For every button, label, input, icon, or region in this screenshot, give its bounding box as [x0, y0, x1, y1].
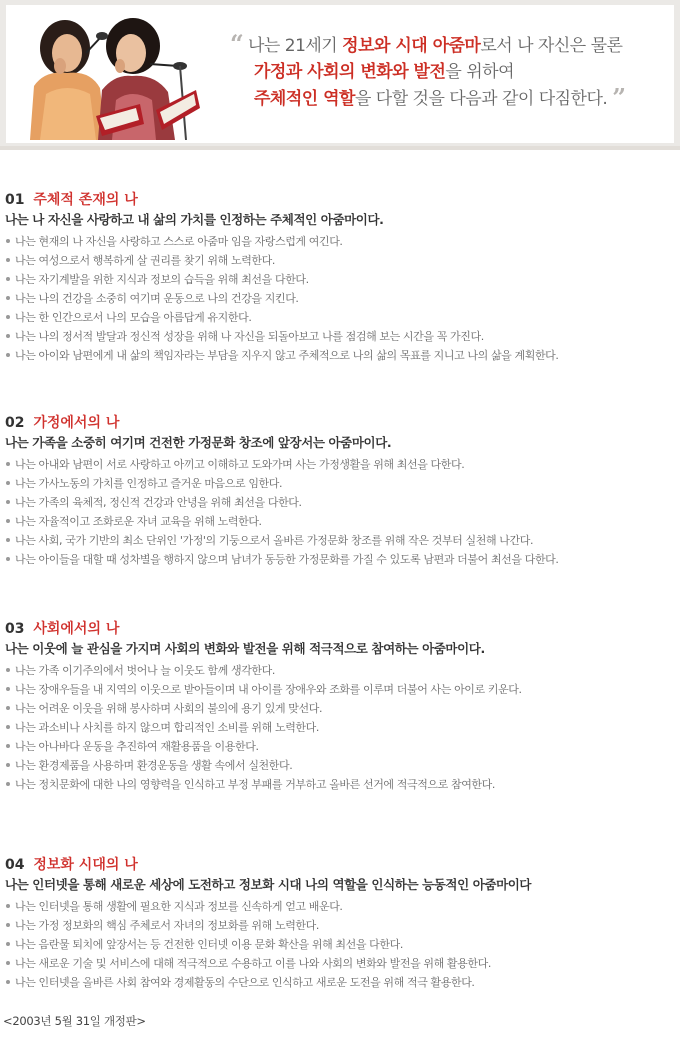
list-item: 나는 과소비나 사치를 하지 않으며 합리적인 소비를 위해 노력한다. — [5, 718, 675, 737]
section-title — [5, 413, 675, 433]
list-item: 나는 현재의 나 자신을 사랑하고 스스로 아줌마 임을 자랑스럽게 여긴다. — [5, 232, 675, 251]
bullet-icon — [6, 923, 10, 927]
bullet-icon — [6, 980, 10, 984]
list-item: 나는 여성으로서 행복하게 살 권리를 찾기 위해 노력한다. — [5, 251, 675, 270]
bullet-icon — [6, 315, 10, 319]
list-item: 나는 가정 정보화의 핵심 주체로서 자녀의 정보화를 위해 노력한다. — [5, 916, 675, 935]
bullet-icon — [6, 538, 10, 542]
banner-bottom-rule — [0, 146, 680, 150]
bullet-icon — [6, 500, 10, 504]
list-item: 나는 어려운 이웃을 위해 봉사하며 사회의 불의에 용기 있게 맞선다. — [5, 699, 675, 718]
list-item: 나는 가사노동의 가치를 인정하고 즐거운 마음으로 임한다. — [5, 474, 675, 493]
list-item: 나는 환경제품을 사용하며 환경운동을 생활 속에서 실천한다. — [5, 756, 675, 775]
women-speaking-photo — [10, 8, 205, 140]
list-item: 나는 나의 건강을 소중히 여기며 운동으로 나의 건강을 지킨다. — [5, 289, 675, 308]
pledge-list — [5, 232, 675, 365]
pledge-quote — [230, 29, 668, 112]
section-lead: 나는 인터넷을 통해 새로운 세상에 도전하고 정보화 시대 나의 역할을 인식하는 능동적인 아줌마이다 — [5, 877, 532, 892]
bullet-icon — [6, 557, 10, 561]
bullet-icon — [6, 687, 10, 691]
bullet-icon — [6, 334, 10, 338]
bullet-icon — [6, 277, 10, 281]
pledge-list — [5, 455, 675, 569]
pledge-list — [5, 897, 675, 992]
section-2 — [5, 413, 675, 569]
section-lead: 나는 가족을 소중히 여기며 건전한 가정문화 창조에 앞장서는 아줌마이다. — [5, 435, 392, 450]
list-item: 나는 아내와 남편이 서로 사랑하고 아끼고 이해하고 도와가며 사는 가정생활을 위해 최선을 다한다. — [5, 455, 675, 474]
bullet-icon — [6, 239, 10, 243]
open-quote-icon: “ — [230, 29, 244, 58]
bullet-icon — [6, 744, 10, 748]
bullet-icon — [6, 296, 10, 300]
quote-line-3: 주체적인 역할을 다할 것을 다음과 같이 다짐한다. ” — [254, 83, 626, 112]
quote-line-1: 나는 21세기 정보와 시대 아줌마로서 나 자신은 물론 — [248, 36, 623, 56]
bullet-icon — [6, 519, 10, 523]
section-number: 02 — [5, 415, 25, 431]
section-number: 01 — [5, 192, 25, 208]
section-title — [5, 619, 675, 639]
list-item: 나는 새로운 기술 및 서비스에 대해 적극적으로 수용하고 이를 나와 사회의 변화와 발전을 위해 활용한다. — [5, 954, 675, 973]
bullet-icon — [6, 904, 10, 908]
bullet-icon — [6, 961, 10, 965]
section-title — [5, 190, 675, 210]
list-item: 나는 음란물 퇴치에 앞장서는 등 건전한 인터넷 이용 문화 확산을 위해 최선을 다한다. — [5, 935, 675, 954]
section-lead: 나는 나 자신을 사랑하고 내 삶의 가치를 인정하는 주체적인 아줌마이다. — [5, 212, 384, 227]
list-item: 나는 장애우들을 내 지역의 이웃으로 받아들이며 내 아이를 장애우와 조화를 이루며 더불어 사는 아이로 키운다. — [5, 680, 675, 699]
bullet-icon — [6, 763, 10, 767]
list-item: 나는 아나바다 운동을 추진하여 재활용품을 이용한다. — [5, 737, 675, 756]
section-name: 주체적 존재의 나 — [33, 192, 138, 208]
quote-line-2: 가정과 사회의 변화와 발전을 위하여 — [254, 62, 514, 82]
list-item: 나는 아이들을 대할 때 성차별을 행하지 않으며 남녀가 동등한 가정문화를 가질 수 있도록 남편과 더불어 최선을 다한다. — [5, 550, 675, 569]
bullet-icon — [6, 706, 10, 710]
bullet-icon — [6, 258, 10, 262]
section-lead: 나는 이웃에 늘 관심을 가지며 사회의 변화와 발전을 위해 적극적으로 참여하는 아줌마이다. — [5, 641, 485, 656]
bullet-icon — [6, 668, 10, 672]
bullet-icon — [6, 353, 10, 357]
list-item: 나는 정치문화에 대한 나의 영향력을 인식하고 부정 부패를 거부하고 올바른 선거에 적극적으로 참여한다. — [5, 775, 675, 794]
section-number: 04 — [5, 857, 25, 873]
revision-note: <2003년 5월 31일 개정판> — [3, 1014, 146, 1028]
pledge-list — [5, 661, 675, 794]
section-name: 사회에서의 나 — [33, 621, 120, 637]
section-number: 03 — [5, 621, 25, 637]
list-item: 나는 가족 이기주의에서 벗어나 늘 이웃도 함께 생각한다. — [5, 661, 675, 680]
bullet-icon — [6, 942, 10, 946]
list-item: 나는 자기계발을 위한 지식과 정보의 습득을 위해 최선을 다한다. — [5, 270, 675, 289]
section-3 — [5, 619, 675, 794]
close-quote-icon: ” — [612, 83, 626, 112]
list-item: 나는 자율적이고 조화로운 자녀 교육을 위해 노력한다. — [5, 512, 675, 531]
list-item: 나는 한 인간으로서 나의 모습을 아름답게 유지한다. — [5, 308, 675, 327]
bullet-icon — [6, 462, 10, 466]
bullet-icon — [6, 725, 10, 729]
section-title — [5, 855, 675, 875]
section-name: 정보화 시대의 나 — [33, 857, 138, 873]
list-item: 나는 가족의 육체적, 정신적 건강과 안녕을 위해 최선을 다한다. — [5, 493, 675, 512]
section-name: 가정에서의 나 — [33, 415, 120, 431]
bullet-icon — [6, 782, 10, 786]
list-item: 나는 나의 정서적 발달과 정신적 성장을 위해 나 자신을 되돌아보고 나를 점검해 보는 시간을 꼭 가진다. — [5, 327, 675, 346]
bullet-icon — [6, 481, 10, 485]
list-item: 나는 인터넷을 통해 생활에 필요한 지식과 정보를 신속하게 얻고 배운다. — [5, 897, 675, 916]
list-item: 나는 사회, 국가 기반의 최소 단위인 '가정'의 기둥으로서 올바른 가정문화 창조를 위해 작은 것부터 실천해 나간다. — [5, 531, 675, 550]
list-item: 나는 인터넷을 올바른 사회 참여와 경제활동의 수단으로 인식하고 새로운 도전을 위해 적극 활용한다. — [5, 973, 675, 992]
list-item: 나는 아이와 남편에게 내 삶의 책임자라는 부담을 지우지 않고 주체적으로 나의 삶의 목표를 지니고 나의 삶을 계획한다. — [5, 346, 675, 365]
header-banner — [0, 0, 680, 150]
section-4 — [5, 855, 675, 992]
section-1 — [5, 190, 675, 365]
